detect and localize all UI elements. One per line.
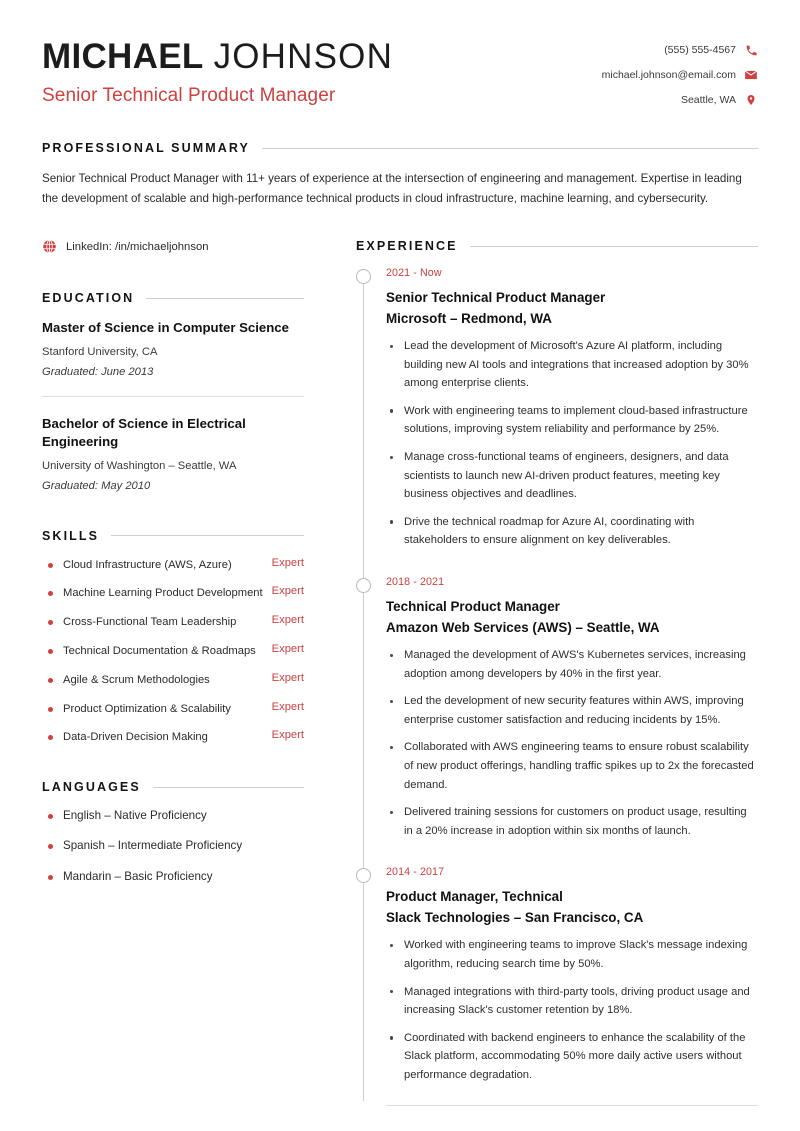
- experience-item: [356, 576, 758, 866]
- skill-name: Cross-Functional Team Leadership: [63, 616, 237, 629]
- globe-icon: [42, 239, 57, 254]
- bullet-icon: [48, 707, 53, 712]
- body-columns: [42, 239, 758, 1105]
- phone-icon: [744, 43, 758, 57]
- experience-bullets: [386, 646, 758, 840]
- experience-role: Product Manager, Technical: [386, 889, 563, 905]
- last-name: JOHNSON: [213, 37, 394, 76]
- education-degree: Bachelor of Science in Electrical Engineering: [42, 415, 246, 449]
- contact-location: [602, 93, 758, 107]
- languages-heading-text: LANGUAGES: [42, 780, 141, 795]
- linkedin-label: LinkedIn: /in/michaeljohnson: [66, 240, 209, 253]
- skill-level: Expert: [271, 729, 304, 742]
- heading-rule: [153, 787, 304, 788]
- skill-item: [42, 672, 304, 689]
- education-date: Graduated: June 2013: [42, 365, 154, 378]
- experience-column: [304, 239, 758, 1105]
- bullet-icon: [48, 844, 53, 849]
- skill-name: Technical Documentation & Roadmaps: [63, 644, 256, 657]
- timeline-line: [363, 590, 364, 872]
- experience-bullet: Led the development of new security features within AWS, improving enterprise customer satisfaction and reducing incidents by 15%.: [386, 692, 758, 729]
- skill-name: Machine Learning Product Development: [63, 587, 263, 600]
- skill-item: [42, 614, 304, 631]
- skill-item: [42, 643, 304, 660]
- experience-bullet: Managed the development of AWS's Kubernetes services, increasing adoption among developers by 40% in the first year.: [386, 646, 758, 683]
- experience-bullet: Drive the technical roadmap for Azure AI, coordinating with stakeholders to ensure alignment on key deliverables.: [386, 513, 758, 550]
- education-degree: Master of Science in Computer Science: [42, 320, 289, 336]
- education-item: [42, 415, 304, 492]
- experience-bullet: Work with engineering teams to implement cloud-based infrastructure solutions, improving system reliability and performance by 25%.: [386, 402, 758, 439]
- heading-rule: [262, 148, 758, 149]
- contact-location-value: Seattle, WA: [680, 94, 736, 106]
- education-date: Graduated: May 2010: [42, 479, 151, 492]
- location-pin-icon: [744, 93, 758, 107]
- first-name: MICHAEL: [42, 37, 204, 76]
- envelope-icon: [744, 68, 758, 82]
- contact-block: [602, 34, 758, 107]
- experience-item: [356, 267, 758, 576]
- experience-section-heading: [356, 239, 758, 253]
- skills-section: [42, 529, 304, 747]
- experience-company: Slack Technologies – San Francisco, CA: [386, 910, 644, 926]
- bullet-icon: [48, 563, 53, 568]
- bullet-icon: [48, 591, 53, 596]
- timeline-line: [363, 281, 364, 582]
- bullet-icon: [48, 649, 53, 654]
- skill-item: [42, 701, 304, 718]
- skill-level: Expert: [271, 556, 304, 569]
- contact-email[interactable]: [602, 68, 758, 82]
- summary-text: Senior Technical Product Manager with 11+ years of experience at the intersection of engineering and management. Expertise in leading the development of scalable and high-performance technical products in cloud infrastructure, machine learning, and cybersecurity.: [42, 172, 742, 206]
- skills-heading-text: SKILLS: [42, 528, 100, 543]
- language-item: [42, 808, 304, 824]
- experience-bullet: Worked with engineering teams to improve Slack's message indexing algorithm, reducing search time by 50%.: [386, 936, 758, 973]
- identity-block: [42, 34, 393, 107]
- bullet-icon: [48, 678, 53, 683]
- education-school: University of Washington – Seattle, WA: [42, 459, 237, 472]
- experience-date: 2018 - 2021: [386, 576, 445, 589]
- skills-section-heading: [42, 529, 304, 543]
- experience-bullet: Coordinated with backend engineers to enhance the scalability of the Slack platform, accommodating 50% more daily active users without performance degradation.: [386, 1029, 758, 1085]
- experience-bullets: [386, 337, 758, 550]
- education-divider: [42, 396, 304, 397]
- skill-level: Expert: [271, 585, 304, 598]
- experience-bullets: [386, 936, 758, 1084]
- heading-rule: [111, 535, 304, 536]
- experience-bullet: Lead the development of Microsoft's Azure AI platform, including building new AI tools and integrations that increased adoption by 30% among enterprise clients.: [386, 337, 758, 393]
- summary-section-heading: [42, 141, 758, 155]
- timeline-marker-icon: [356, 578, 371, 593]
- heading-rule: [146, 298, 304, 299]
- experience-bullet: Managed integrations with third-party tools, driving product usage and increasing Slack's customer retention by 18%.: [386, 983, 758, 1020]
- languages-section-heading: [42, 780, 304, 794]
- resume-header: [42, 34, 758, 107]
- experience-company: Amazon Web Services (AWS) – Seattle, WA: [386, 620, 660, 636]
- summary-heading-text: PROFESSIONAL SUMMARY: [42, 141, 250, 155]
- skill-name: Data-Driven Decision Making: [63, 731, 208, 744]
- experience-heading-text: EXPERIENCE: [356, 239, 458, 254]
- language-item: [42, 869, 304, 885]
- language-name: English – Native Proficiency: [63, 809, 207, 823]
- experience-item: [356, 866, 758, 1100]
- experience-role: Senior Technical Product Manager: [386, 290, 606, 306]
- experience-bottom-divider: [386, 1105, 758, 1106]
- skill-name: Product Optimization & Scalability: [63, 702, 231, 715]
- language-name: Mandarin – Basic Proficiency: [63, 869, 213, 883]
- skill-item: [42, 585, 304, 602]
- education-heading-text: EDUCATION: [42, 291, 135, 306]
- skill-level: Expert: [271, 642, 304, 655]
- experience-timeline: [356, 267, 758, 1100]
- skill-name: Agile & Scrum Methodologies: [63, 673, 210, 686]
- contact-phone[interactable]: [602, 43, 758, 57]
- education-item: [42, 319, 304, 378]
- contact-email-value: michael.johnson@email.com: [601, 69, 736, 81]
- experience-bullet: Delivered training sessions for customers on product usage, resulting in a 20% increase in adoption within six months of launch.: [386, 803, 758, 840]
- language-name: Spanish – Intermediate Proficiency: [63, 839, 243, 853]
- experience-date: 2014 - 2017: [386, 866, 445, 879]
- language-item: [42, 838, 304, 854]
- languages-section: [42, 780, 304, 885]
- timeline-marker-icon: [356, 269, 371, 284]
- experience-bullet: Collaborated with AWS engineering teams to ensure robust scalability of new product offerings, handling traffic spikes up to 2x the forecasted demand.: [386, 738, 758, 794]
- skill-level: Expert: [271, 700, 304, 713]
- timeline-marker-icon: [356, 868, 371, 883]
- timeline-line: [363, 880, 364, 1100]
- bullet-icon: [48, 735, 53, 740]
- full-name: [42, 38, 393, 76]
- education-section-heading: [42, 291, 304, 305]
- bullet-icon: [48, 814, 53, 819]
- experience-date: 2021 - Now: [386, 267, 442, 280]
- skill-level: Expert: [271, 614, 304, 627]
- bullet-icon: [48, 620, 53, 625]
- skill-name: Cloud Infrastructure (AWS, Azure): [63, 558, 232, 571]
- skill-item: [42, 729, 304, 746]
- bullet-icon: [48, 875, 53, 880]
- heading-rule: [470, 246, 758, 247]
- contact-phone-value: (555) 555-4567: [664, 44, 736, 56]
- experience-company: Microsoft – Redmond, WA: [386, 311, 552, 327]
- sidebar-column: [42, 239, 304, 899]
- experience-bullet: Manage cross-functional teams of engineers, designers, and data scientists to launch new AI-driven product features, meeting key business objectives and deadlines.: [386, 448, 758, 504]
- headline-job-title: Senior Technical Product Manager: [42, 84, 336, 106]
- experience-role: Technical Product Manager: [386, 599, 560, 615]
- skill-item: [42, 557, 304, 574]
- linkedin-link[interactable]: [42, 239, 304, 254]
- education-school: Stanford University, CA: [42, 345, 158, 358]
- skill-level: Expert: [271, 671, 304, 684]
